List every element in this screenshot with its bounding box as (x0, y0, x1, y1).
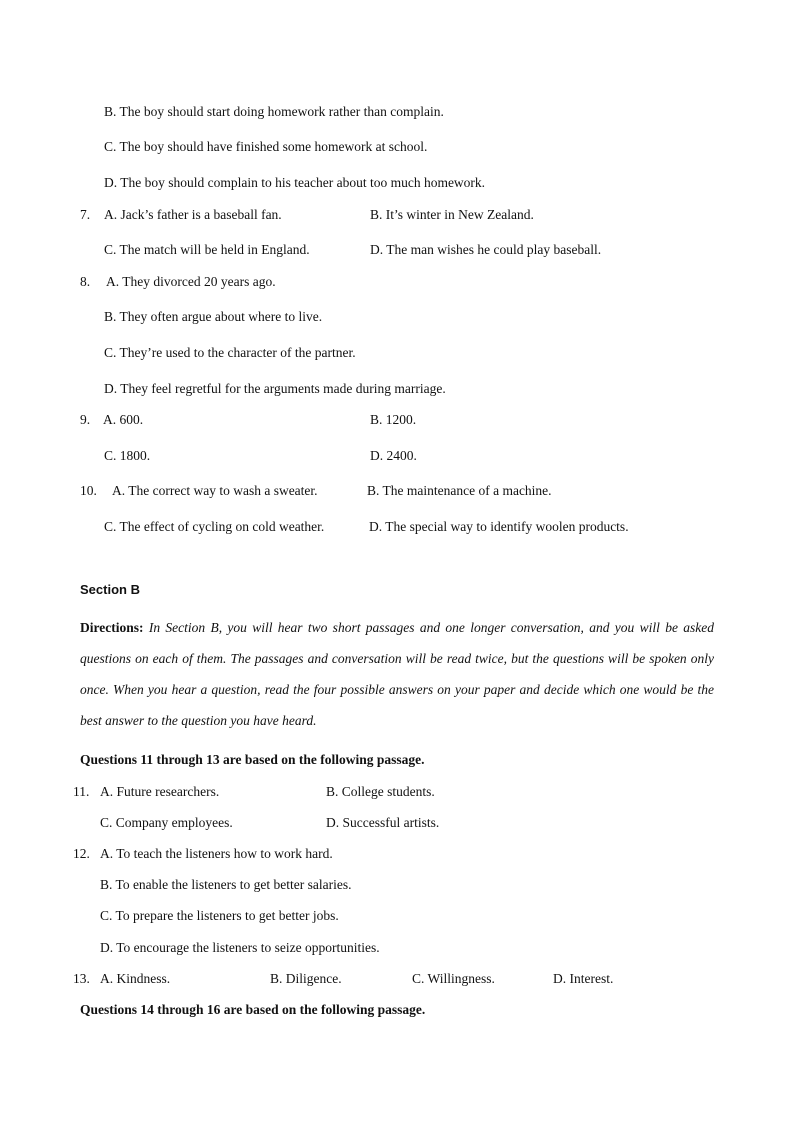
q9-number: 9. (80, 412, 91, 427)
q6-option-d: D. The boy should complain to his teacher about too much homework. (104, 175, 486, 190)
q13-option-c: C. Willingness. (412, 971, 495, 986)
q12-option-c: C. To prepare the listeners to get better jobs. (100, 908, 339, 923)
q12-option-d: D. To encourage the listeners to seize opportunities. (100, 940, 380, 955)
q6-option-b: B. The boy should start doing homework rather than complain. (104, 104, 444, 119)
q11-option-d: D. Successful artists. (326, 815, 440, 830)
q8-number: 8. (80, 274, 91, 289)
q13-option-a: A. Kindness. (100, 971, 171, 986)
questions-14-16-heading: Questions 14 through 16 are based on the following passage. (80, 1002, 426, 1017)
directions-label: Directions: (80, 620, 144, 635)
q11-option-c: C. Company employees. (100, 815, 233, 830)
q10-number: 10. (80, 483, 97, 498)
q9-option-c: C. 1800. (104, 448, 151, 463)
q9-option-b: B. 1200. (370, 412, 417, 427)
q9-option-a: A. 600. (103, 412, 144, 427)
q7-option-d: D. The man wishes he could play baseball. (370, 242, 602, 257)
q11-option-b: B. College students. (326, 784, 435, 799)
q7-number: 7. (80, 207, 91, 222)
q12-option-b: B. To enable the listeners to get better salaries. (100, 877, 352, 892)
q8-option-b: B. They often argue about where to live. (104, 309, 323, 324)
section-b-directions (80, 612, 714, 736)
q13-number: 13. (73, 971, 90, 986)
q8-option-a: A. They divorced 20 years ago. (106, 274, 276, 289)
q11-number: 11. (73, 784, 90, 799)
q6-option-c: C. The boy should have finished some homework at school. (104, 139, 428, 154)
q7-option-a: A. Jack’s father is a baseball fan. (104, 207, 282, 222)
q10-option-b: B. The maintenance of a machine. (367, 483, 552, 498)
q10-option-c: C. The effect of cycling on cold weather. (104, 519, 325, 534)
section-b-title: Section B (80, 582, 140, 597)
q8-option-c: C. They’re used to the character of the partner. (104, 345, 356, 360)
q8-option-d: D. They feel regretful for the arguments made during marriage. (104, 381, 446, 396)
q12-number: 12. (73, 846, 90, 861)
directions-text: In Section B, you will hear two short passages and one longer conversation, and you will be asked questions on each of them. The passages and conversation will be read twice, but the questions will be spoken only once. When you hear a question, read the four possible answers on your paper and decide which one would be the best answer to the question you have heard. (80, 620, 714, 728)
q13-option-d: D. Interest. (553, 971, 614, 986)
questions-11-13-heading: Questions 11 through 13 are based on the following passage. (80, 752, 425, 767)
q7-option-b: B. It’s winter in New Zealand. (370, 207, 534, 222)
q7-option-c: C. The match will be held in England. (104, 242, 310, 257)
q10-option-a: A. The correct way to wash a sweater. (112, 483, 318, 498)
q10-option-d: D. The special way to identify woolen products. (369, 519, 629, 534)
q9-option-d: D. 2400. (370, 448, 417, 463)
q12-option-a: A. To teach the listeners how to work hard. (100, 846, 333, 861)
q13-option-b: B. Diligence. (270, 971, 342, 986)
q11-option-a: A. Future researchers. (100, 784, 220, 799)
